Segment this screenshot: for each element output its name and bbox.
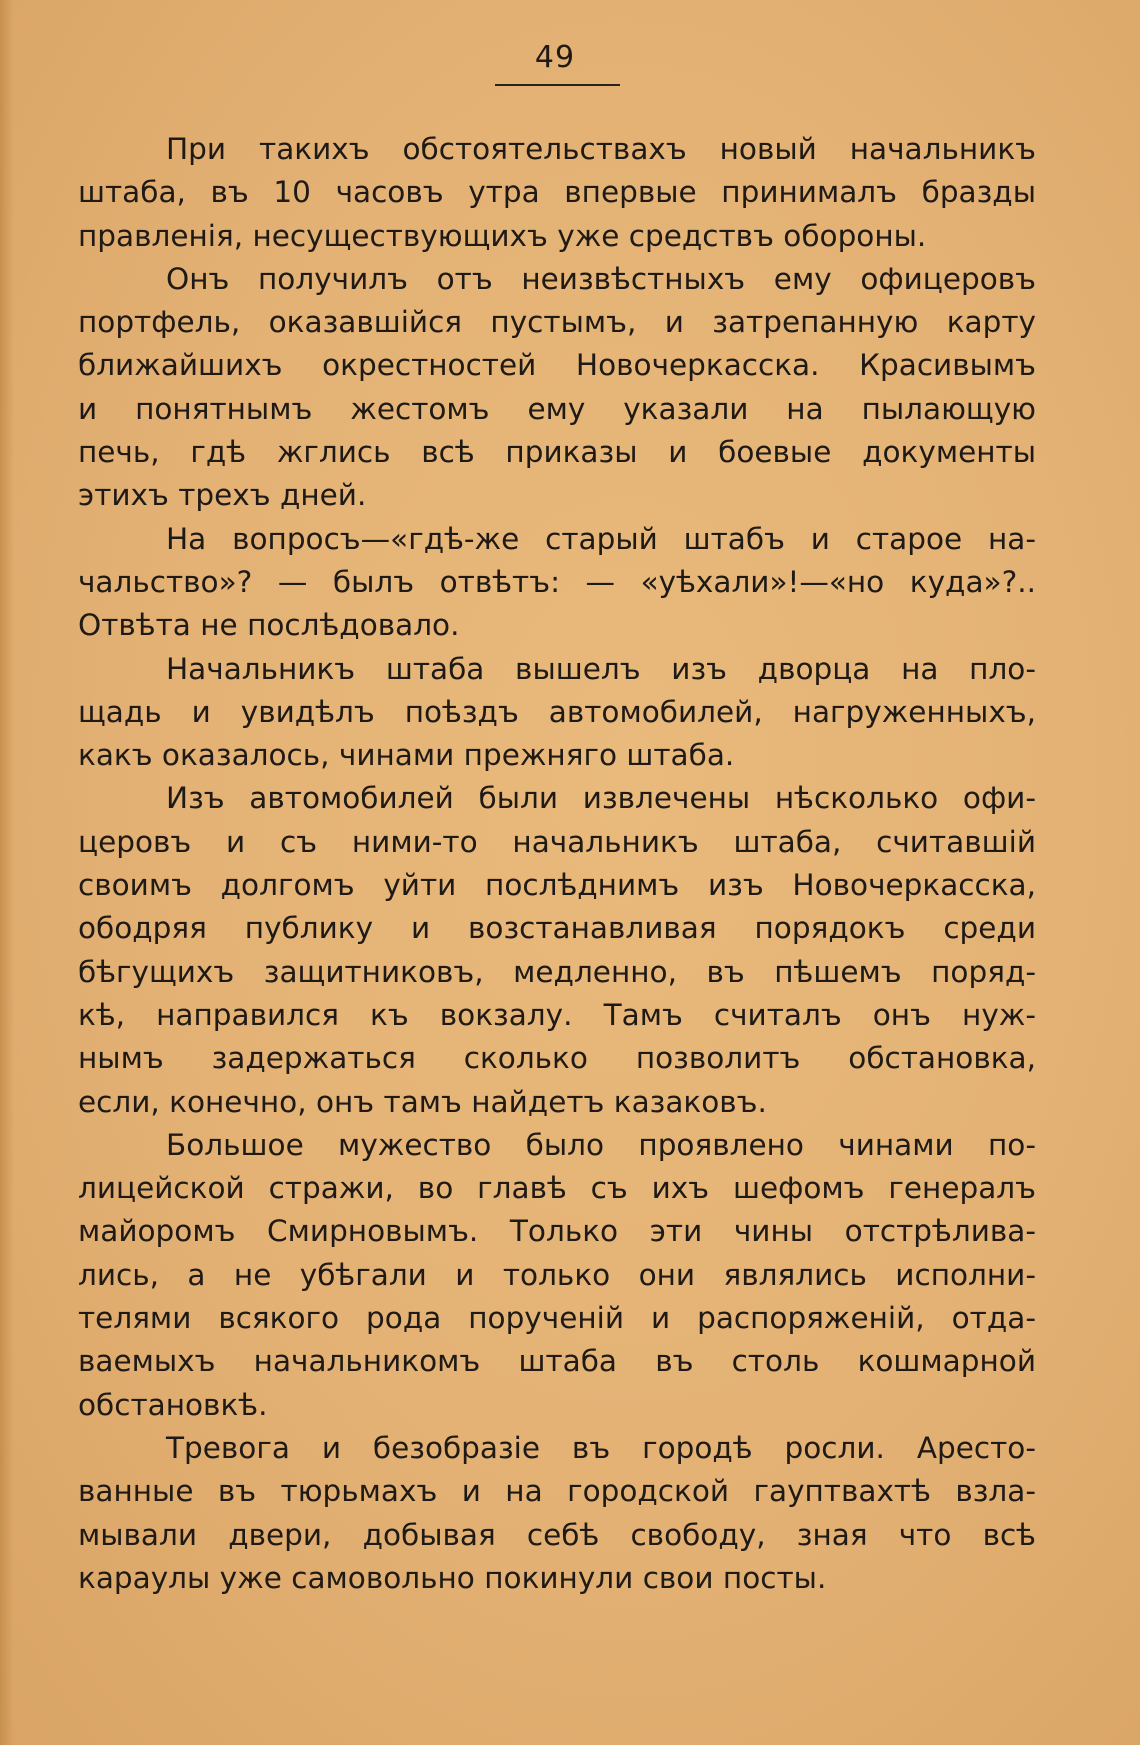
text-line: ванные въ тюрьмахъ и на городской гауптвахтѣ взла- [78, 1474, 1036, 1509]
paragraph [78, 258, 1036, 518]
page-number: 49 [534, 40, 576, 75]
text-line: ближайшихъ окрестностей Новочеркасска. Красивымъ [78, 348, 1036, 383]
text-line: штаба, въ 10 часовъ утра впервые принималъ бразды [78, 175, 1036, 210]
text-line: если, конечно, онъ тамъ найдетъ казаковъ. [78, 1084, 767, 1119]
text-line: Большое мужество было проявлено чинами по- [166, 1127, 1036, 1162]
text-line: лись, а не убѣгали и только они являлись исполни- [78, 1257, 1036, 1292]
text-line: На вопросъ—«гдѣ-же старый штабъ и старое на- [166, 521, 1036, 556]
page-number-rule [495, 84, 620, 86]
text-line: обстановкѣ. [78, 1387, 268, 1422]
text-line: мывали двери, добывая себѣ свободу, зная что всѣ [78, 1517, 1036, 1552]
text-line: Изъ автомобилей были извлечены нѣсколько офи- [166, 781, 1036, 816]
text-line: Отвѣта не послѣдовало. [78, 608, 460, 643]
text-line: караулы уже самовольно покинули свои посты. [78, 1560, 827, 1595]
text-line: нымъ задержаться сколько позволитъ обстановка, [78, 1041, 1036, 1076]
body-text [78, 128, 1036, 1600]
text-line: печь, гдѣ жглись всѣ приказы и боевые документы [78, 435, 1036, 470]
paragraph [78, 777, 1036, 1123]
text-line: кѣ, направился къ вокзалу. Тамъ считалъ онъ нуж- [78, 997, 1036, 1032]
text-line: какъ оказалось, чинами прежняго штаба. [78, 738, 735, 773]
paragraph [78, 1124, 1036, 1427]
text-line: и понятнымъ жестомъ ему указали на пылающую [78, 391, 1036, 426]
text-line: щадь и увидѣлъ поѣздъ автомобилей, нагруженныхъ, [78, 694, 1036, 729]
text-line: чальство»? — былъ отвѣтъ: — «уѣхали»!—«но куда»?.. [78, 564, 1036, 599]
paragraph [78, 1427, 1036, 1600]
text-line: ободряя публику и возстанавливая порядокъ среди [78, 911, 1036, 946]
text-line: портфель, оказавшійся пустымъ, и затрепанную карту [78, 305, 1036, 340]
text-line: этихъ трехъ дней. [78, 478, 367, 513]
text-line: лицейской стражи, во главѣ съ ихъ шефомъ генералъ [78, 1171, 1036, 1206]
page-edge-shadow [0, 0, 14, 1745]
text-line: церовъ и съ ними-то начальникъ штаба, считавшій [78, 824, 1036, 859]
text-line: бѣгущихъ защитниковъ, медленно, въ пѣшемъ поряд- [78, 954, 1036, 989]
paragraph [78, 128, 1036, 258]
text-line: ваемыхъ начальникомъ штаба въ столь кошмарной [78, 1344, 1036, 1379]
text-line: правленія, несуществующихъ уже средствъ обороны. [78, 218, 927, 253]
text-line: телями всякого рода порученій и распоряженій, отда- [78, 1301, 1036, 1336]
text-line: майоромъ Смирновымъ. Только эти чины отстрѣлива- [78, 1214, 1036, 1249]
text-line: Начальникъ штаба вышелъ изъ дворца на пло- [166, 651, 1036, 686]
text-line: Тревога и безобразіе въ городѣ росли. Аресто- [166, 1430, 1036, 1465]
paragraph [78, 518, 1036, 648]
text-line: При такихъ обстоятельствахъ новый начальникъ [166, 132, 1036, 166]
paragraph [78, 648, 1036, 778]
text-line: Онъ получилъ отъ неизвѣстныхъ ему офицеровъ [166, 261, 1036, 296]
text-line: своимъ долгомъ уйти послѣднимъ изъ Новочеркасска, [78, 868, 1036, 903]
